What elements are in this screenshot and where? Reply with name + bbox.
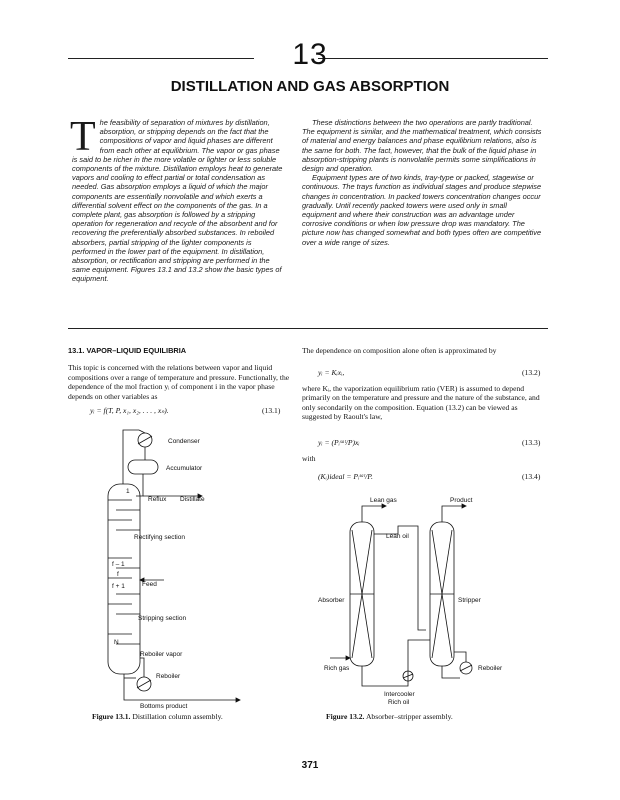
label-lean-oil: Lean oil	[386, 533, 409, 540]
label-tray-1: 1	[126, 488, 130, 495]
label-tray-f: f	[117, 571, 119, 578]
with-text: with	[302, 454, 316, 463]
label-rectifying-section: Rectifying section	[134, 534, 185, 541]
label-tray-n: N	[114, 639, 119, 646]
label-reboiler: Reboiler	[156, 673, 181, 680]
label-rich-gas: Rich gas	[324, 665, 350, 672]
label-intercooler: Intercooler	[384, 691, 415, 698]
section-right-text-2: where Kᵢ, the vaporization equilibrium ratio (VER) is assumed to depend primarily on the temperature and pressure and the nature of the substance, and only secondarily on the composition. Equation (13.2) can be viewed as suggested by Raoult's law,	[302, 384, 540, 422]
equation-number-13-2: (13.2)	[522, 368, 541, 377]
label-reboiler-vapor: Reboiler vapor	[140, 651, 183, 658]
figure-13-2-caption-label: Figure 13.2.	[326, 712, 365, 721]
label-tray-f-minus-1: f – 1	[112, 561, 125, 568]
equation-13-2: yᵢ = Kᵢxᵢ,	[318, 368, 345, 377]
equation-number-13-1: (13.1)	[262, 406, 281, 415]
column-shell	[108, 484, 140, 674]
equation-13-1: yᵢ = f(T, P, x₁, x₂, . . . , xₙ).	[90, 406, 169, 415]
label-feed: Feed	[142, 581, 157, 588]
label-accumulator: Accumulator	[166, 465, 203, 472]
section-left-column	[68, 346, 294, 401]
figure-13-1-caption-label: Figure 13.1.	[92, 712, 131, 721]
figure-13-1-caption-text: Distillation column assembly.	[132, 712, 223, 721]
label-distillate: Distillate	[180, 496, 205, 503]
overhead-vapor-line	[123, 430, 139, 484]
figure-distillation-column	[80, 418, 310, 710]
intro-right-paragraph-2: Equipment types are of two kinds, tray-type or packed, stagewise or continuous. The trays function as individual stages and produce stepwise changes in concentration. In packed towers concentration changes occur gradually. Until recently packed towers were used only in small equipment and where their construction was an advantage under corrosive conditions or when low pressure drop was mandatory. The picture now has changed somewhat and both types often are competitive over a wide range of sizes.	[302, 173, 542, 247]
figure-13-2-caption-text: Absorber–stripper assembly.	[365, 712, 453, 721]
intro-left-column	[70, 114, 284, 284]
equation-number-13-3: (13.3)	[522, 438, 541, 447]
label-tray-f-plus-1: f + 1	[112, 583, 125, 590]
equation-13-3: yᵢ = (Pᵢˢᵃᵗ/P)xᵢ	[318, 438, 360, 447]
section-divider	[68, 328, 548, 329]
label-reflux: Reflux	[148, 496, 167, 503]
page-number: 371	[301, 760, 319, 771]
chapter-title: DISTILLATION AND GAS ABSORPTION	[170, 78, 450, 95]
intro-right-column	[302, 118, 542, 247]
lean-gas-line	[362, 506, 386, 522]
equation-13-4: (Kᵢ)ideal = Pᵢˢᵃᵗ/P.	[318, 472, 373, 481]
section-intro-text: This topic is concerned with the relations between vapor and liquid compositions over a range of temperature and pressure. Functionally, the dependence of the mol fraction yᵢ of component i in the vapor phase depends on other variables as	[68, 363, 290, 401]
section-heading: 13.1. VAPOR–LIQUID EQUILIBRIA	[68, 346, 187, 355]
label-bottoms-product: Bottoms product	[140, 703, 188, 710]
figure-13-1-caption	[92, 712, 223, 721]
intro-right-paragraph-1: These distinctions between the two operations are partly traditional. The equipment is similar, and the mathematical treatment, which consists of material and energy balances and phase equilibrium relations, also is the same for both. The fact, however, that the bulk of the liquid phase in absorption-stripping plants is nonvolatile permits some simplifications in design and operation.	[302, 118, 542, 174]
figure-absorber-stripper	[300, 490, 540, 710]
label-stripping-section: Stripping section	[138, 615, 187, 622]
intro-left-paragraph: he feasibility of separation of mixtures by distillation, absorption, or stripping depends on the fact that the compositions of vapor and liquid phases are different from each other at equilibrium. The vapor or gas phase is said to be richer in the more volatile or lighter or less soluble components of the mixture. Distillation employs heat to generate vapors and cooling to effect partial or total condensation as needed. Gas absorption employs a liquid of which the major components are essentially nonvolatile and which exerts a differential solvent effect on the components of the gas. In a complete plant, gas absorption is followed by a stripping operation for regeneration and recycle of the absorbent and for recovering the preferentially absorbed substances. In reboiled absorbers, partial stripping of the lighter components is performed in the lower part of the equipment. In distillation, absorption, or rectification and stripping are performed in the same equipment. Figures 13.1 and 13.2 show the basic types of equipment.	[72, 118, 283, 284]
drop-cap: T	[70, 114, 96, 160]
accumulator-symbol	[128, 460, 158, 474]
lean-oil-line	[374, 526, 426, 630]
figure-13-2-caption	[326, 712, 453, 721]
label-product: Product	[450, 497, 473, 504]
label-absorber: Absorber	[318, 597, 345, 604]
label-stripper: Stripper	[458, 597, 481, 604]
chapter-number: 13	[292, 38, 328, 71]
product-line	[442, 506, 466, 522]
equation-number-13-4: (13.4)	[522, 472, 541, 481]
label-lean-gas: Lean gas	[370, 497, 397, 504]
label-reboiler-2: Reboiler	[478, 665, 503, 672]
rich-oil-line	[362, 640, 430, 686]
section-right-text-1: The dependence on composition alone often is approximated by	[302, 346, 497, 355]
label-rich-oil: Rich oil	[388, 699, 410, 706]
label-condenser: Condenser	[168, 438, 200, 445]
